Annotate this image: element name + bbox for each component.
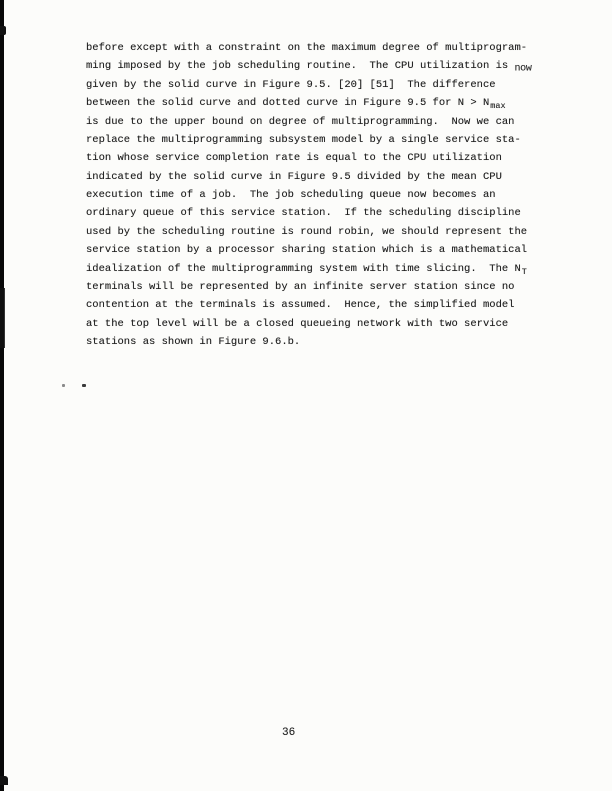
text-line	[86, 315, 556, 333]
text-line	[86, 204, 556, 222]
scan-edge-blot	[0, 288, 5, 348]
ink-speck	[62, 384, 65, 387]
scan-edge-blot	[0, 26, 6, 35]
text-line	[86, 223, 556, 241]
text-segment: indicated by the solid curve in Figure 9.5 divided by the mean CPU	[86, 170, 502, 183]
text-line	[86, 168, 556, 186]
text-segment: idealization of the multiprogramming system with time slicing. The N	[86, 262, 521, 275]
scan-edge-blot	[0, 776, 8, 785]
ink-speck	[82, 384, 86, 387]
text-segment: is due to the upper bound on degree of multiprogramming. Now we can	[86, 115, 515, 128]
text-line	[86, 186, 556, 204]
text-line	[86, 296, 556, 314]
text-line	[86, 149, 556, 167]
text-segment: execution time of a job. The job scheduling queue now becomes an	[86, 189, 496, 201]
text-line	[86, 260, 556, 278]
text-line	[86, 333, 556, 351]
text-line	[86, 278, 556, 296]
inserted-text: now	[514, 63, 532, 75]
text-segment: at the top level will be a closed queueing network with two service	[86, 317, 509, 330]
text-line	[86, 39, 556, 57]
subscript-text: max	[490, 101, 506, 112]
text-segment: before except with a constraint on the maximum degree of multiprogram-	[86, 42, 528, 54]
text-line	[86, 76, 556, 94]
subscript-text: T	[521, 266, 527, 277]
text-segment: between the solid curve and dotted curve in Figure 9.5 for N > N	[86, 97, 490, 110]
text-line	[86, 113, 556, 131]
scan-edge-artifact	[0, 0, 4, 791]
body-paragraph	[86, 39, 556, 351]
text-segment: contention at the terminals is assumed. Hence, the simplified model	[86, 299, 515, 312]
text-line	[86, 131, 556, 149]
text-segment: given by the solid curve in Figure 9.5. [20] [51] The difference	[86, 78, 496, 91]
text-segment: ordinary queue of this service station. If the scheduling discipline	[86, 207, 521, 220]
text-segment: used by the scheduling routine is round robin, we should represent the	[86, 225, 528, 238]
text-line	[86, 241, 556, 259]
text-segment: stations as shown in Figure 9.6.b.	[86, 336, 301, 348]
text-segment: service station by a processor sharing station which is a mathematical	[86, 244, 528, 257]
text-segment: replace the multiprogramming subsystem model by a single service sta-	[86, 133, 521, 146]
text-segment: tion whose service completion rate is equal to the CPU utilization	[86, 152, 502, 165]
text-segment: terminals will be represented by an infinite server station since no	[86, 280, 515, 293]
page-number: 36	[282, 727, 296, 739]
text-line	[86, 94, 556, 112]
text-segment: ming imposed by the job scheduling routine. The CPU utilization is	[86, 60, 515, 73]
text-line	[86, 57, 556, 75]
